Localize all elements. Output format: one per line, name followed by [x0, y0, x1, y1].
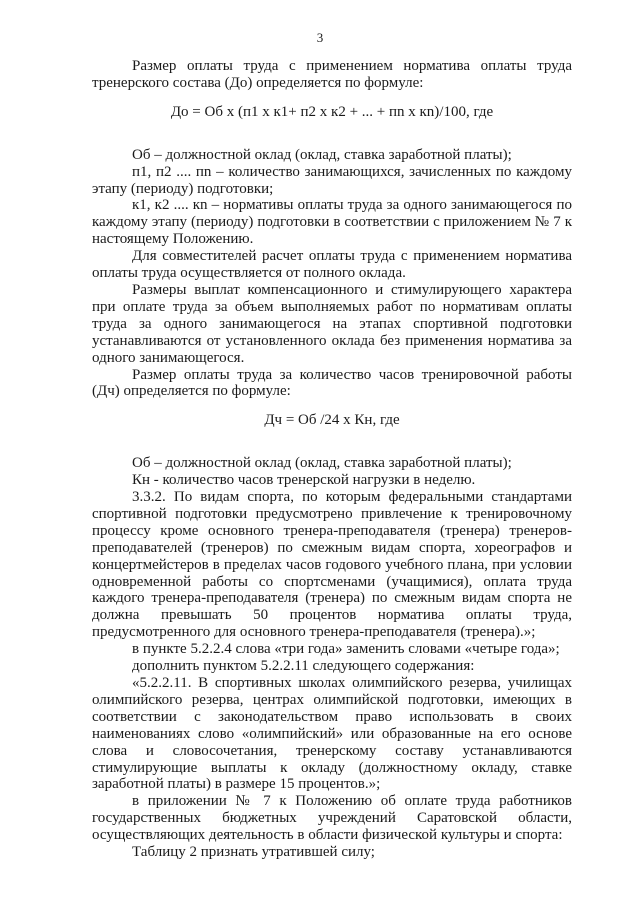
paragraph-clause-3-3-2: 3.3.2. По видам спорта, по которым федеральными стандартами спортивной подготовки предусмотрено привлечение к тренировочному процессу кроме основного тренера-преподавателя (тренера) тренеров-преподавателей (тренеров) по смежным видам спорта, хореографов и концертмейстеров в пределах часов годового учебного плана, при условии одновременной работы со спортсменами (учащимися), оплата труда каждого тренера-преподавателя (тренера) по смежным видам спорта не должна превышать 50 процентов норматива оплаты труда, предусмотренного для основного тренера-преподавателя (тренера).»;: [92, 489, 572, 641]
document-body: [92, 58, 572, 861]
paragraph-compensation: Размеры выплат компенсационного и стимулирующего характера при оплате труда за объем выполняемых работ по нормативам оплаты труда за одного занимающегося на этапах спортивной подготовки устанавливаются от установленного оклада без применения норматива за одного занимающегося.: [92, 281, 572, 366]
paragraph-k-definition: к1, к2 .... кn – нормативы оплаты труда за одного занимающегося по каждому этапу (периоду) подготовки в соответствии с приложением № 7 к настоящему Положению.: [92, 197, 572, 248]
formula-do: До = Об x (п1 x к1+ п2 x к2 + ... + пn x кn)/100, где: [170, 103, 494, 120]
paragraph-clause-5-2-2-4: в пункте 5.2.2.4 слова «три года» заменить словами «четыре года»;: [132, 641, 560, 658]
paragraph-formula-intro-1: Размер оплаты труда с применением норматива оплаты труда тренерского состава (До) определяется по формуле:: [92, 58, 572, 91]
page-number: 3: [316, 30, 324, 45]
paragraph-kn-definition: Кн - количество часов тренерской нагрузки в неделю.: [132, 472, 476, 489]
paragraph-formula-intro-2: Размер оплаты труда за количество часов тренировочной работы (Дч) определяется по формуле:: [92, 366, 572, 400]
paragraph-clause-5-2-2-11: «5.2.2.11. В спортивных школах олимпийского резерва, училищах олимпийского резерва, центрах олимпийской подготовки, имеющих в соответствии с законодательством право использовать в своих наименованиях слово «олимпийский» или образованные на его основе слова и словосочетания, тренерскому составу устанавливаются стимулирующие выплаты к окладу (должностному окладу, ставке заработной платы) в размере 15 процентов.»;: [92, 675, 572, 793]
paragraph-n-definition: п1, п2 .... пn – количество занимающихся, зачисленных по каждому этапу (периоду) подготовки;: [92, 163, 572, 197]
paragraph-ob-definition: Об – должностной оклад (оклад, ставка заработной платы);: [132, 146, 512, 163]
paragraph-appendix-7: в приложении № 7 к Положению об оплате труда работников государственных бюджетных учреждений Саратовской области, осуществляющих деятельность в области физической культуры и спорта:: [92, 793, 572, 844]
paragraph-table-2: Таблицу 2 признать утратившей силу;: [132, 844, 375, 861]
formula-dch: Дч = Об /24 x Кн, где: [264, 412, 400, 429]
paragraph-ob-definition-2: Об – должностной оклад (оклад, ставка заработной платы);: [132, 455, 512, 472]
paragraph-part-time: Для совместителей расчет оплаты труда с применением норматива оплаты труда осуществляется от полного оклада.: [92, 248, 572, 282]
paragraph-add-clause: дополнить пунктом 5.2.2.11 следующего содержания:: [132, 658, 475, 675]
